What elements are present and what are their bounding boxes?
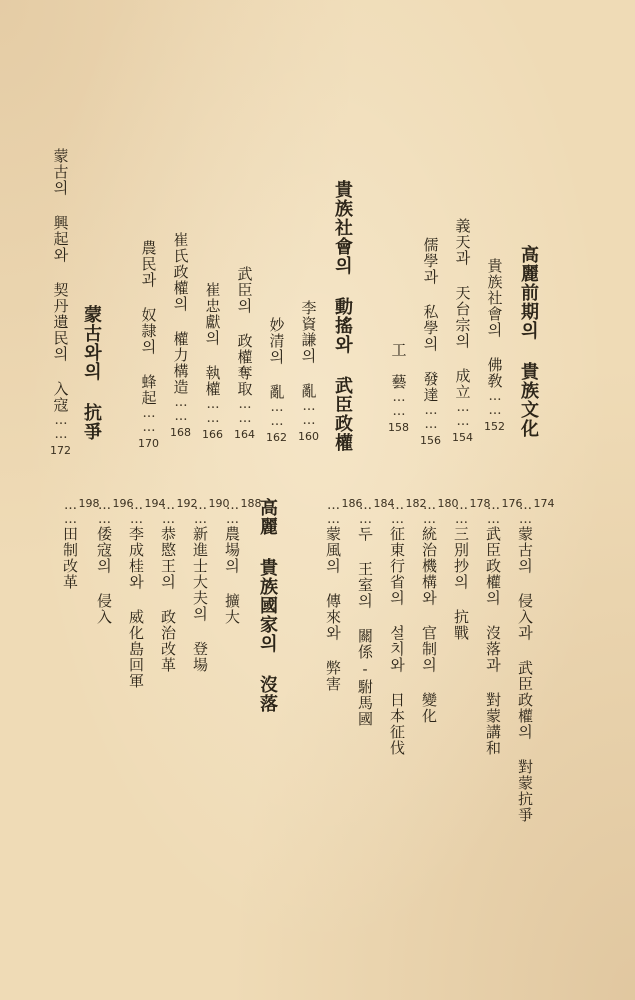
page-number: 174	[533, 497, 555, 510]
page-number: 164	[234, 428, 255, 441]
heading-text: 高麗 貴族國家의 沒落	[257, 498, 278, 713]
chapter-heading	[333, 180, 351, 452]
page-number: 170	[138, 437, 159, 450]
leader-dots: ……	[173, 395, 189, 423]
leader-dots: ……	[193, 498, 208, 526]
entry-title: 두 王室의 關係-駙馬國	[356, 526, 374, 727]
toc-entry	[96, 498, 134, 625]
entry-title: 李成桂와 威化島回軍	[127, 526, 145, 689]
leader-dots: ……	[63, 498, 78, 526]
page-number: 188	[240, 497, 262, 510]
leader-dots: ……	[358, 498, 373, 526]
entry-title: 倭寇의 侵入	[95, 526, 113, 625]
leader-dots: ……	[129, 498, 144, 526]
toc-entry	[62, 498, 100, 590]
leader-dots: ……	[97, 498, 112, 526]
leader-dots: ……	[53, 413, 69, 441]
toc-entry	[325, 498, 363, 692]
toc-entry	[388, 342, 409, 433]
entry-title: 工 藝	[389, 342, 408, 390]
leader-dots: ……	[225, 498, 240, 526]
entry-title: 恭愍王의 政治改革	[159, 526, 177, 673]
entry-title: 田制改革	[61, 526, 79, 590]
toc-entry	[420, 237, 441, 446]
entry-title: 義天과 天台宗의 成立	[453, 218, 472, 400]
page-number: 156	[420, 434, 441, 447]
page-number: 168	[170, 426, 191, 439]
entry-title: 蒙古의 侵入과 武臣政權의 對蒙抗爭	[516, 526, 534, 823]
leader-dots: ……	[237, 397, 253, 425]
toc-entry	[298, 300, 319, 442]
entry-title: 統治機構와 官制의 變化	[420, 526, 438, 724]
leader-dots: ……	[141, 406, 157, 434]
toc-entry	[452, 218, 473, 443]
leader-dots: ……	[486, 498, 501, 526]
entry-title: 新進士大夫의 登場	[191, 526, 209, 673]
entry-title: 崔忠獻의 執權	[203, 282, 222, 397]
toc-entry	[234, 266, 255, 440]
page-number: 180	[437, 497, 459, 510]
entry-title: 貴族社會의 佛敎	[485, 258, 504, 389]
leader-dots: ……	[422, 498, 437, 526]
leader-dots: ……	[205, 397, 221, 425]
heading-text: 貴族社會의 動搖와 武臣政權	[332, 180, 353, 452]
page-number: 192	[176, 497, 198, 510]
page-number: 176	[501, 497, 523, 510]
leader-dots: ……	[455, 400, 471, 428]
entry-title: 征東行省의 설치와 日本征伐	[388, 526, 406, 756]
entry-title: 李資謙의 亂	[299, 300, 318, 399]
page-number: 190	[208, 497, 230, 510]
entry-title: 儒學과 私學의 發達	[421, 237, 440, 403]
leader-dots: ……	[390, 498, 405, 526]
page-number: 182	[405, 497, 427, 510]
entry-title: 武臣政權의 沒落과 對蒙講和	[484, 526, 502, 756]
entry-title: 蒙風의 傳來와 弊害	[324, 526, 342, 692]
page-number: 162	[266, 431, 287, 444]
page-number: 158	[388, 421, 409, 434]
leader-dots: ……	[487, 389, 503, 417]
toc-entry	[138, 240, 159, 449]
page-number: 178	[469, 497, 491, 510]
leader-dots: ……	[423, 403, 439, 431]
entry-title: 妙清의 亂	[267, 317, 286, 400]
entry-title: 農民과 奴隷의 蜂起	[139, 240, 158, 406]
page-number: 154	[452, 431, 473, 444]
entry-title: 三別抄의 抗戰	[452, 526, 470, 641]
toc-entry	[266, 317, 287, 443]
page-number: 196	[112, 497, 134, 510]
leader-dots: ……	[391, 390, 407, 418]
entry-title: 武臣의 政權奪取	[235, 266, 254, 397]
heading-text: 高麗前期의 貴族文化	[518, 245, 539, 438]
chapter-heading	[82, 305, 100, 441]
page-number: 186	[341, 497, 363, 510]
leader-dots: ……	[301, 399, 317, 427]
page-number: 184	[373, 497, 395, 510]
page-number: 198	[78, 497, 100, 510]
leader-dots: ……	[518, 498, 533, 526]
leader-dots: ……	[269, 400, 285, 428]
toc-entry	[202, 282, 223, 440]
toc-entry	[50, 148, 71, 456]
toc-entry	[170, 232, 191, 438]
heading-text: 蒙古와의 抗爭	[81, 305, 102, 441]
toc-entry	[484, 258, 505, 432]
entry-title: 農場의 擴大	[223, 526, 241, 625]
page-number: 194	[144, 497, 166, 510]
page-number: 172	[50, 444, 71, 457]
leader-dots: ……	[161, 498, 176, 526]
page-number: 152	[484, 420, 505, 433]
chapter-heading	[519, 245, 537, 438]
leader-dots: ……	[454, 498, 469, 526]
page-number: 166	[202, 428, 223, 441]
page-number: 160	[298, 430, 319, 443]
entry-title: 崔氏政權의 權力構造	[171, 232, 190, 395]
leader-dots: ……	[326, 498, 341, 526]
entry-title: 蒙古의 興起와 契丹遺民의 入寇	[51, 148, 70, 413]
